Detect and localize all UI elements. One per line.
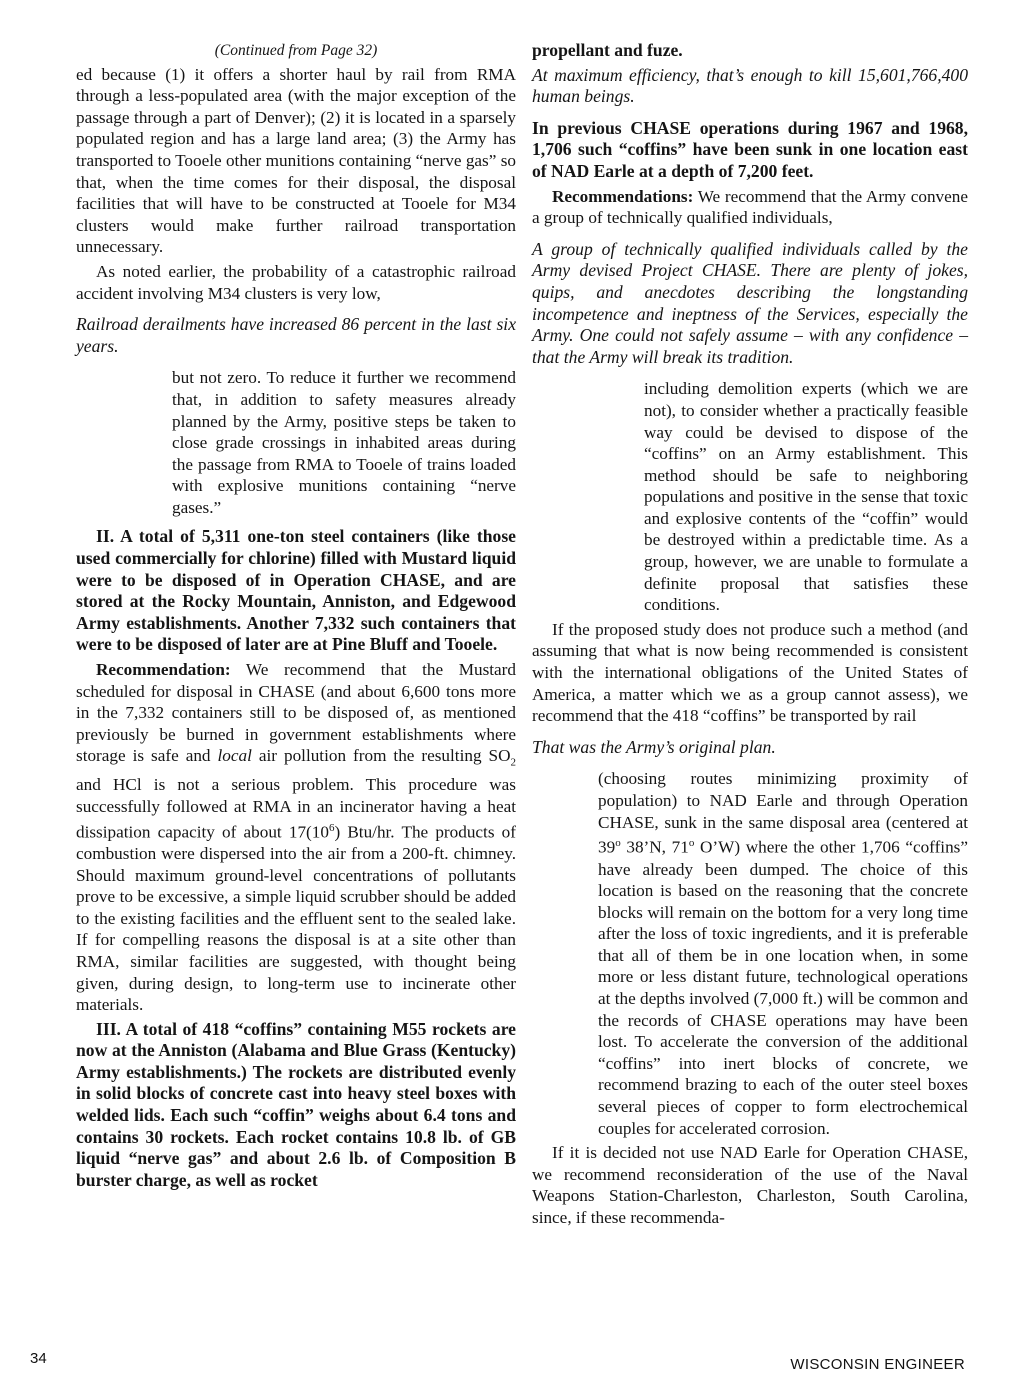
editorial-quote-derailments: Railroad derailments have increased 86 percent in the last six years. [76,314,516,356]
page-number: 34 [30,1350,47,1367]
paragraph-previous-chase: In previous CHASE operations during 1967 and 1968, 1,706 such “coffins” have been sunk in one location east of NAD Earle at a depth of 7,200 feet. [532,117,968,181]
recommendations-label: Recommendations: [552,186,694,206]
paragraph-grade-crossings: but not zero. To reduce it further we recommend that, in addition to safety measures already planned by the Army, positive steps be taken to close grade crossings in inhabited areas during the passage from RMA to Tooele of trains loaded with explosive munitions containing “nerve gases.” [172,368,516,517]
paragraph-rail-transport: If the proposed study does not produce such a method (and assuming that what is now being recommended is consistent with the international obligations of the United States of America, a matter which we as a group cannot assess), we recommend that the 418 “coffins” be transported by rail [532,619,968,726]
paragraph-demolition-experts: including demolition experts (which we are not), to consider whether a practically feasible way could be devised to dispose of the “coffins” on an Army establishment. This method should be safe to neighboring populations and positive in the sense that toxic and explosive contents of the “coffin” would be destroyed within a predictable time. As a group, however, we are unable to formulate a definite proposal that satisfies these conditions. [644,379,968,615]
continued-note: (Continued from Page 32) [214,42,378,59]
right-column [532,40,968,1232]
left-column [76,40,516,1194]
paragraph-convene-group: Recommendations: We recommend that the Army convene a group of technically qualified individuals, [532,186,968,228]
editorial-quote-chase-group: A group of technically qualified individuals called by the Army devised Project CHASE. There are plenty of jokes, quips, and anecdotes describing the longstanding incompetence and ineptness of the Services, especially the Army. One could not safely assume – with any confidence – that the Army will break its tradition. [532,238,968,367]
paragraph-propellant: propellant and fuze. [532,40,683,60]
paragraph-disposal-area: (choosing routes minimizing proximity of population) to NAD Earle and through Operation CHASE, sunk in the same disposal area (centered at 39$^o$ 38’N, 71$^o$ O’W) where the other 1,706 “coffins” have already been dumped. The choice of this location is based on the reasoning that the concrete blocks will remain on the bottom for a very long time after the loss of toxic ingredients, and it is preferable that all of them be in one location when, in some more or less distant future, technological operations at the depths involved (7,000 ft.) will be common and the records of CHASE operations may have been lost. To accelerate the conversion of the additional “coffins” into inert blocks of concrete, we recommend brazing to each of the outer steel boxes several pieces of copper to form electrochemical couples for accelerated corrosion. [598,769,968,1138]
paragraph-mustard-containers: II. A total of 5,311 one-ton steel containers (like those used commercially for chlorine) filled with Mustard liquid were to be disposed of in Operation CHASE, and are stored at the Rocky Mountain, Anniston, and Edgewood Army establishments. Another 7,332 such containers that were to be disposed of later are at Pine Bluff and Tooele. [76,526,516,655]
editorial-quote-original-plan: That was the Army’s original plan. [532,736,776,757]
paragraph-charleston: If it is decided not use NAD Earle for Operation CHASE, we recommend reconsideration of the use of the Naval Weapons Station-Charleston, Charleston, South Carolina, since, if these recommenda- [532,1143,968,1228]
paragraph-coffins-rockets: III. A total of 418 “coffins” containing M55 rockets are now at the Anniston (Alabama and Blue Grass (Kentucky) Army establishments.) The rockets are distributed evenly in solid blocks of concrete cast into heavy steel boxes with welded lids. Each such “coffin” weighs about 6.4 tons and contains 30 rockets. Each rocket contains 10.8 lb. of GB liquid “nerve gas” and about 2.6 lb. of Composition B burster charge, as well as rocket [76,1018,516,1190]
editorial-quote-efficiency: At maximum efficiency, that’s enough to kill 15,601,766,400 human beings. [532,64,968,107]
recommendation-label: Recommendation: [96,660,231,680]
paragraph-probability: As noted earlier, the probability of a catastrophic railroad accident involving M34 clusters is very low, [76,261,516,303]
magazine-name: WISCONSIN ENGINEER [790,1356,965,1373]
paragraph-mustard-recommendation: Recommendation: We recommend that the Mustard scheduled for disposal in CHASE (and about 6,600 tons more in the 7,332 containers still to be disposed of, as mentioned previously be burned in government establishments where storage is safe and local air pollution from the resulting $SO_2$ and HCl is not a serious problem. This procedure was successfully followed at RMA in an incinerator having a heat dissipation capacity of about $17(10^6)$ Btu/hr. The products of combustion were dispersed into the air from a 200-ft. chimney. Should maximum ground-level concentrations of pollutants prove to be excessive, a simple liquid scrubber should be added to the existing facilities and the effluent sent to the sealed lake. If for compelling reasons the disposal is at a site other than RMA, similar facilities are suggested, with thought being given, during design, to long-term use to incinerate other materials. [76,660,516,1015]
paragraph-route-reasons: ed because (1) it offers a shorter haul by rail from RMA through a less-populated area (with the major exception of the passage through a part of Denver); (2) it is located in a sparsely populated region and has a large land area; (3) the Army has transported to Tooele other munitions containing “nerve gas” so that, when the time comes for their disposal, the disposal facilities that will have to be constructed at Tooele for M34 clusters would make further railroad transportation unnecessary. [76,64,516,257]
